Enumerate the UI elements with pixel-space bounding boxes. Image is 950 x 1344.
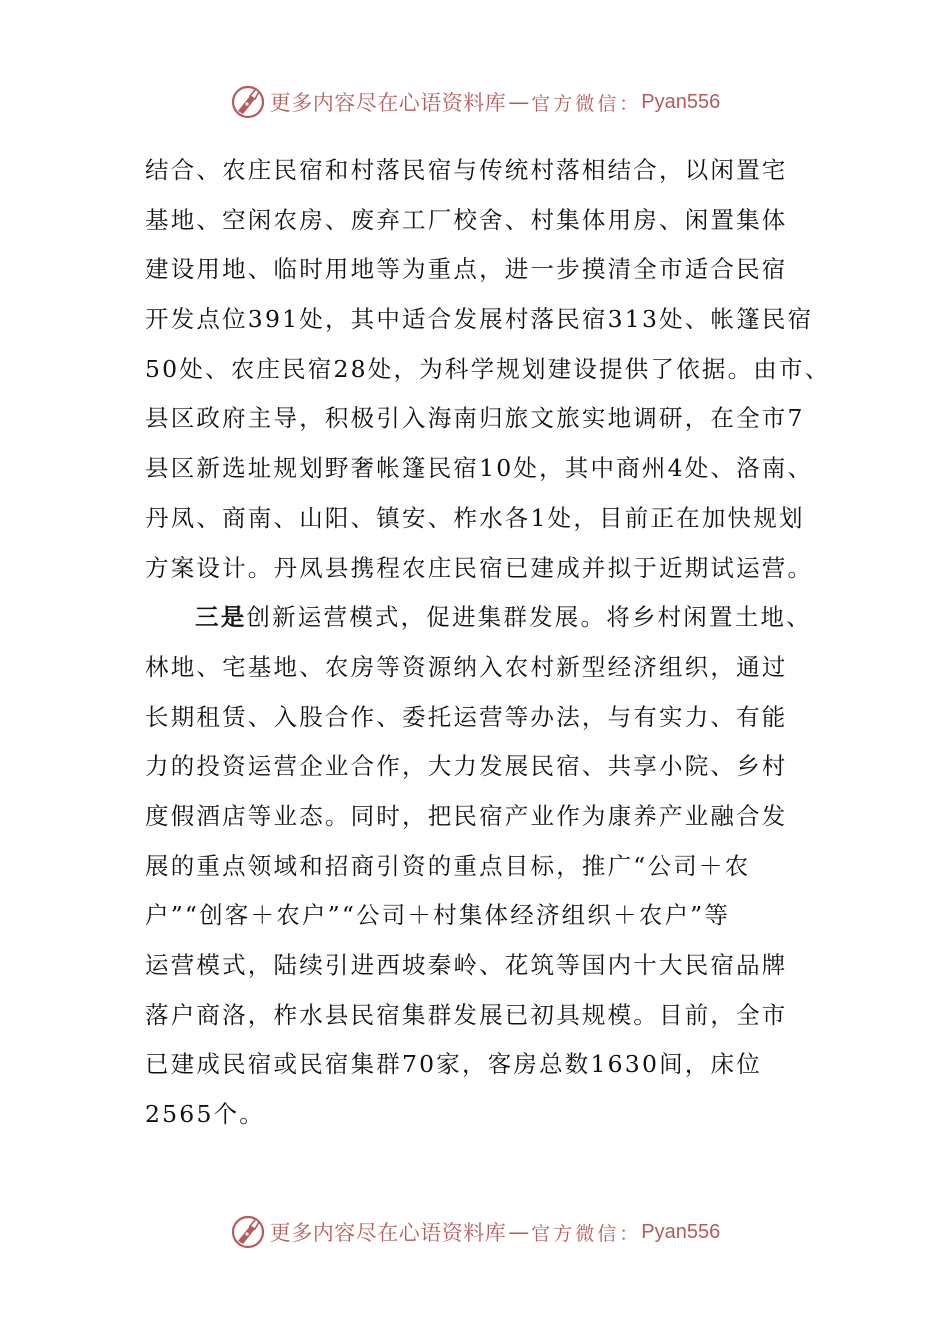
text-line: 县区政府主导，积极引入海南归旅文旅实地调研，在全市7 xyxy=(145,404,805,433)
banner-wechat-label: 官方微信： xyxy=(531,92,642,115)
text-line: 方案设计。丹凤县携程农庄民宿已建成并拟于近期试运营。 xyxy=(145,553,814,582)
text-line-first xyxy=(145,593,817,643)
banner-wechat-id: Pyan556 xyxy=(641,90,721,113)
text-line: 户”“创客＋农户”“公司＋村集体经济组织＋农户”等 xyxy=(145,901,731,930)
text-line: 建设用地、临时用地等为重点，进一步摸清全市适合民宿 xyxy=(145,255,788,284)
pen-nib-logo-icon xyxy=(230,84,266,120)
paragraph-2 xyxy=(145,593,817,1140)
text-line: 已建成民宿或民宿集群70家，客房总数1630间，床位 xyxy=(145,1050,762,1079)
text-line: 运营模式，陆续引进西坡秦岭、花筑等国内十大民宿品牌 xyxy=(145,951,788,979)
text-line: 林地、宅基地、农房等资源纳入农村新型经济组织，通过 xyxy=(145,652,788,681)
footer-banner xyxy=(0,1210,950,1254)
text-line: 展的重点领域和招商引资的重点目标，推广“公司＋农 xyxy=(145,851,751,880)
document-body xyxy=(145,146,831,1140)
text-line: 落户商洛，柞水县民宿集群发展已初具规模。目前，全市 xyxy=(145,1000,788,1029)
banner-separator: — xyxy=(508,90,530,114)
text-line: 度假酒店等业态。同时，把民宿产业作为康养产业融合发 xyxy=(145,801,788,830)
text-line: 2565个。 xyxy=(145,1100,266,1129)
text-line: 开发点位391处，其中适合发展村落民宿313处、帐篷民宿 xyxy=(145,305,814,334)
text-line: 力的投资运营企业合作，大力发展民宿、共享小院、乡村 xyxy=(145,752,788,781)
text-line: 县区新选址规划野奢帐篷民宿10处，其中商州4处、洛南、 xyxy=(145,454,814,483)
paragraph-first-line-rest: 创新运营模式，促进集群发展。将乡村闲置土地、 xyxy=(246,603,812,632)
text-line: 50处、农庄民宿28处，为科学规划建设提供了依据。由市、 xyxy=(145,354,831,383)
text-line: 丹凤、商南、山阳、镇安、柞水各1处，目前正在加快规划 xyxy=(145,503,805,532)
banner-wechat-id: Pyan556 xyxy=(641,1220,721,1243)
pen-nib-logo-icon xyxy=(230,1214,266,1250)
text-line: 基地、空闲农房、废弃工厂校舍、村集体用房、闲置集体 xyxy=(145,205,788,234)
paragraph-1 xyxy=(145,146,831,593)
banner-wechat-label: 官方微信： xyxy=(531,1222,642,1245)
banner-separator: — xyxy=(508,1220,530,1244)
paragraph-lead: 三是 xyxy=(195,603,247,632)
banner-brand-text: 更多内容尽在心语资料库 xyxy=(269,1221,507,1245)
banner-brand-text: 更多内容尽在心语资料库 xyxy=(269,91,507,115)
text-line: 长期租赁、入股合作、委托运营等办法，与有实力、有能 xyxy=(145,702,788,731)
text-line: 结合、农庄民宿和村落民宿与传统村落相结合，以闲置宅 xyxy=(145,156,788,184)
header-banner xyxy=(0,80,950,124)
